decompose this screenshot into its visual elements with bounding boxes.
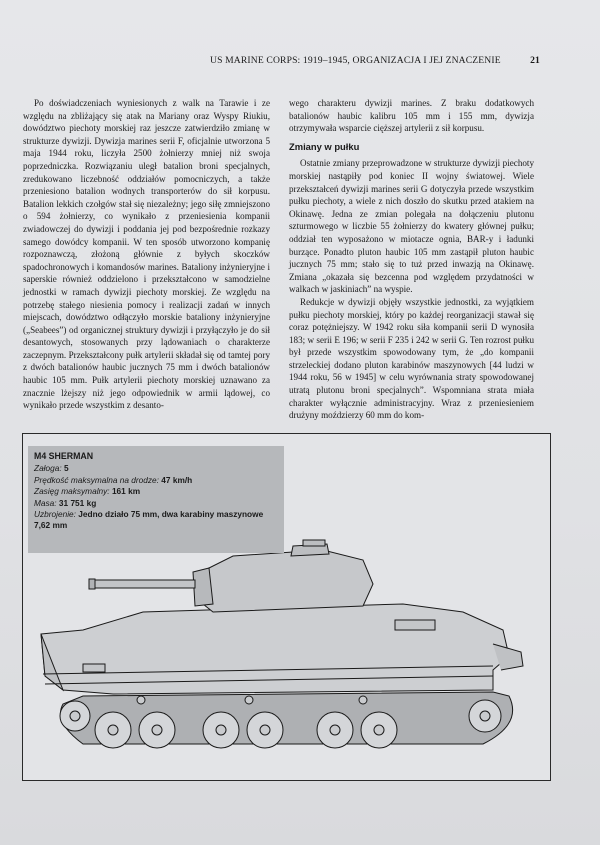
- spec-label: Uzbrojenie:: [34, 509, 76, 520]
- paragraph: Redukcje w dywizji objęły wszystkie jednostki, za wyjątkiem pułku piechoty morskiej, który po każdej reorganizacji stawał się coraz potężniejszy. W 1942 roku siła kompanii serii D wynosiła 183; w serii E 196; w serii F 235 i 242 w serii G. Ten rozrost pułku był przede wszystkim spowodowany tym, że „do kompanii strzeleckiej dodano pluton karabinów maszynowych [44 ludzi w 1944 roku, 56 w 1945] w celu wyrównania straty spowodowanej utratą plutonu broni specjalnych”. Wspomniana strata miała charakter wyłącznie administracyjny. Wraz z przeniesieniem drużyny moździerzy 60 mm do kom-: [289, 296, 534, 421]
- spec-value: 161 km: [111, 486, 141, 497]
- page-number: 21: [530, 55, 540, 66]
- running-title: US MARINE CORPS: 1919–1945, ORGANIZACJA I JEJ ZNACZENIE: [210, 55, 501, 66]
- spec-row-armament: [34, 509, 278, 532]
- paragraph: Ostatnie zmiany przeprowadzone w strukturze dywizji piechoty morskiej nastąpiły pod koniec II wojny światowej. Wiele przekształceń dywizji marines serii G dotyczyła przede wszystkim pułku piechoty, a wiele z nich doszło do skutku przed atakiem na Okinawę. Jedna ze zmian polegała na dołączeniu plutonu szturmowego w liczbie 55 żołnierzy do kwatery głównej pułku; oddział ten wyposażono w miotacze ognia, BAR-y i ładunki burzące. Ponadto pluton haubic 105 mm zastąpił pluton haubic jucznych 75 mm; stało się to tuż przed inwazją na Okinawę. Zmiana „okazała się bezcenna pod względem przydatności w walkach w jaskiniach” na wyspie.: [289, 158, 534, 295]
- spec-value: 47 km/h: [161, 474, 193, 485]
- spec-value: Jedno działo 75 mm, dwa karabiny maszynowe 7,62 mm: [34, 509, 264, 531]
- spec-row-speed: [34, 475, 278, 486]
- spec-row-range: [34, 486, 278, 497]
- spec-row-crew: [34, 463, 278, 474]
- specs-infobox: [28, 446, 284, 553]
- spec-label: Prędkość maksymalna na drodze:: [34, 474, 159, 485]
- left-column: [23, 97, 270, 412]
- spec-label: Zasięg maksymalny:: [34, 486, 110, 497]
- vehicle-name: M4 SHERMAN: [34, 451, 94, 461]
- paragraph: Po doświadczeniach wyniesionych z walk na Tarawie i ze względu na zbliżający się atak na Mariany oraz Wyspy Riukiu, dowództwo piechoty morskiej raz jeszcze zatwierdziło zmianę w strukturze dywizji. Dywizja marines serii F, oficjalnie utworzona 5 maja 1944 roku, liczyła 2500 żołnierzy mniej niż swoja poprzedniczka. Rozwiązaniu uległ batalion broni specjalnych, zredukowano liczebność oddziałów pomocniczych, a także przeniesiono batalion wodnych transporterów do sił korpusu. Batalion lekkich czołgów stał się niezależny; jego siłę zmniejszono o 594 żołnierzy, co wynikało z przeniesienia kompanii zwiadowczej do dywizji i poddania jej pod bezpośrednie rozkazy samego dowódcy kompanii. W ten sposób utworzono kompanię rozpoznawczą, złożoną głównie z byłych skoczków spadochronowych i komandosów marines. Bataliony inżynieryjne i saperskie również oddzielono i przekształcono w samodzielne jednostki w ramach dywizji piechoty morskiej. Ze względu na potrzebę stałego niesienia pomocy i realizacji zadań w innych miejscach, dowództwo odłączyło morskie bataliony inżynieryjne („Seabees”) od organicznej struktury dywizji i przyłączyło je do sił desantowych, stosowanych przy lądowaniach o charakterze zaczepnym. Przekształcony pułk artylerii składał się od tamtej pory z dwóch batalionów haubic jucznych 75 mm i dwóch batalionów haubic 105 mm. Pułk artylerii piechoty morskiej uznawano za znacznie lżejszy niż jego odpowiednik w armii lądowej, co wynikało przede wszystkim z desanto-: [23, 98, 270, 411]
- tank-figure: [22, 433, 551, 781]
- spec-value: 31 751 kg: [58, 497, 97, 508]
- section-heading: Zmiany w pułku: [289, 140, 360, 152]
- spec-value: 5: [64, 463, 69, 474]
- paragraph: wego charakteru dywizji marines. Z braku dodatkowych batalionów haubic kalibru 105 mm i 155 mm, dywizja otrzymywała wsparcie cięższej artylerii z sił korpusu.: [289, 98, 534, 134]
- spec-row-mass: [34, 498, 278, 509]
- spec-label: Masa:: [34, 497, 57, 508]
- right-column: [289, 97, 534, 422]
- spec-label: Załoga:: [34, 463, 62, 474]
